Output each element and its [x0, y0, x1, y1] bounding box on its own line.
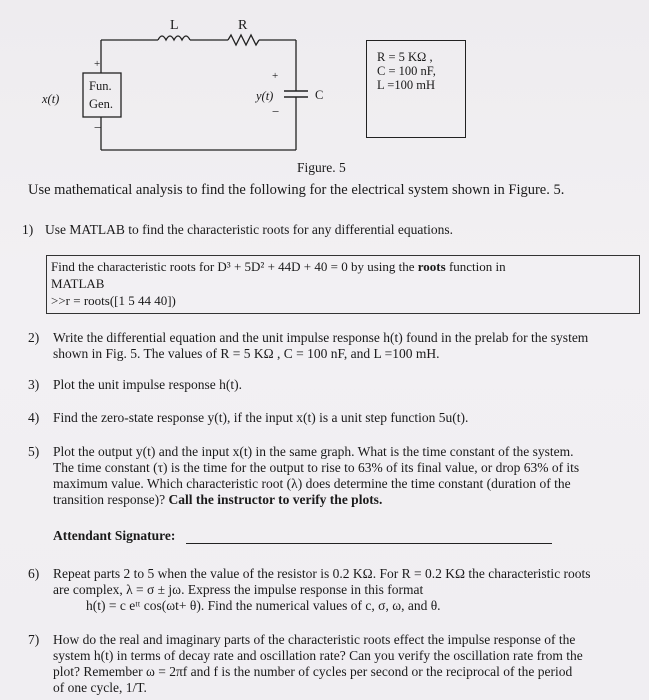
output-plus: + [272, 70, 279, 82]
resistor-label: R [238, 18, 248, 33]
q5-line3: maximum value. Which characteristic root (λ) does determine the time constant (duration of the [53, 476, 571, 491]
box-line1-b: roots [417, 259, 446, 274]
param-c: C = 100 nF, [377, 64, 436, 78]
q5-line4 [53, 492, 382, 507]
q5-line4-b: Call the instructor to verify the plots. [168, 492, 383, 507]
q2-number: 2) [28, 330, 40, 345]
resistor-symbol [228, 35, 259, 45]
q7-line3: plot? Remember ω = 2πf and f is the number of cycles per second or the reciprocal of the period [53, 664, 573, 679]
q5-line2: The time constant (τ) is the time for the output to rise to 63% of its final value, or drop 63% of its [53, 460, 580, 475]
capacitor-label: C [315, 88, 324, 102]
q1-text: Use MATLAB to find the characteristic roots for any differential equations. [45, 222, 454, 237]
param-l: L =100 mH [377, 78, 435, 92]
param-r: R = 5 KΩ , [377, 50, 433, 64]
q3-text: Plot the unit impulse response h(t). [53, 377, 242, 392]
q7-number: 7) [28, 632, 40, 647]
figure-caption: Figure. 5 [297, 160, 346, 175]
signature-label: Attendant Signature: [53, 528, 176, 543]
q2-line1: Write the differential equation and the unit impulse response h(t) found in the prelab for the system [53, 330, 589, 345]
q7-line1: How do the real and imaginary parts of the characteristic roots effect the impulse response of the [53, 632, 576, 647]
signature-line[interactable] [186, 543, 552, 544]
source-minus: − [94, 120, 102, 135]
source-label-line2: Gen. [89, 97, 113, 111]
box-line1 [51, 259, 506, 275]
box-line2: MATLAB [51, 276, 105, 291]
q6-line1: Repeat parts 2 to 5 when the value of the resistor is 0.2 KΩ. For R = 0.2 KΩ the characteristic roots [53, 566, 591, 581]
source-plus: + [94, 58, 101, 70]
intro-text: Use mathematical analysis to find the following for the electrical system shown in Figure. 5. [28, 182, 565, 198]
source-label-line1: Fun. [89, 79, 112, 93]
q3-number: 3) [28, 377, 40, 392]
q4-text: Find the zero-state response y(t), if the input x(t) is a unit step function 5u(t). [53, 410, 469, 425]
q5-line4-a: transition response)? [53, 492, 169, 507]
input-label: x(t) [42, 92, 60, 106]
q7-line4: of one cycle, 1/T. [53, 680, 147, 695]
q5-line1: Plot the output y(t) and the input x(t) in the same graph. What is the time constant of the system. [53, 444, 574, 459]
q2-line2: shown in Fig. 5. The values of R = 5 KΩ , C = 100 nF, and L =100 mH. [53, 346, 440, 361]
box-line1-a: Find the characteristic roots for D³ + 5D² + 44D + 40 = 0 by using the [51, 259, 418, 274]
q1-number: 1) [22, 222, 34, 237]
inductor-symbol [158, 36, 190, 40]
output-minus: − [272, 104, 280, 119]
q5-number: 5) [28, 444, 40, 459]
box-line1-c: function in [445, 259, 506, 274]
q6-number: 6) [28, 566, 40, 581]
output-label: y(t) [256, 89, 274, 103]
q4-number: 4) [28, 410, 40, 425]
q7-line2: system h(t) in terms of decay rate and oscillation rate? Can you verify the oscillation rate from the [53, 648, 583, 663]
q6-line2: are complex, λ = σ ± jω. Express the impulse response in this format [53, 582, 424, 597]
matlab-box [46, 255, 640, 314]
inductor-label: L [170, 18, 179, 33]
box-line3: >>r = roots([1 5 44 40]) [51, 293, 176, 308]
parameter-box [366, 40, 466, 138]
q6-line3: h(t) = c eᵗᵗ cos(ωt+ θ). Find the numerical values of c, σ, ω, and θ. [86, 598, 441, 613]
